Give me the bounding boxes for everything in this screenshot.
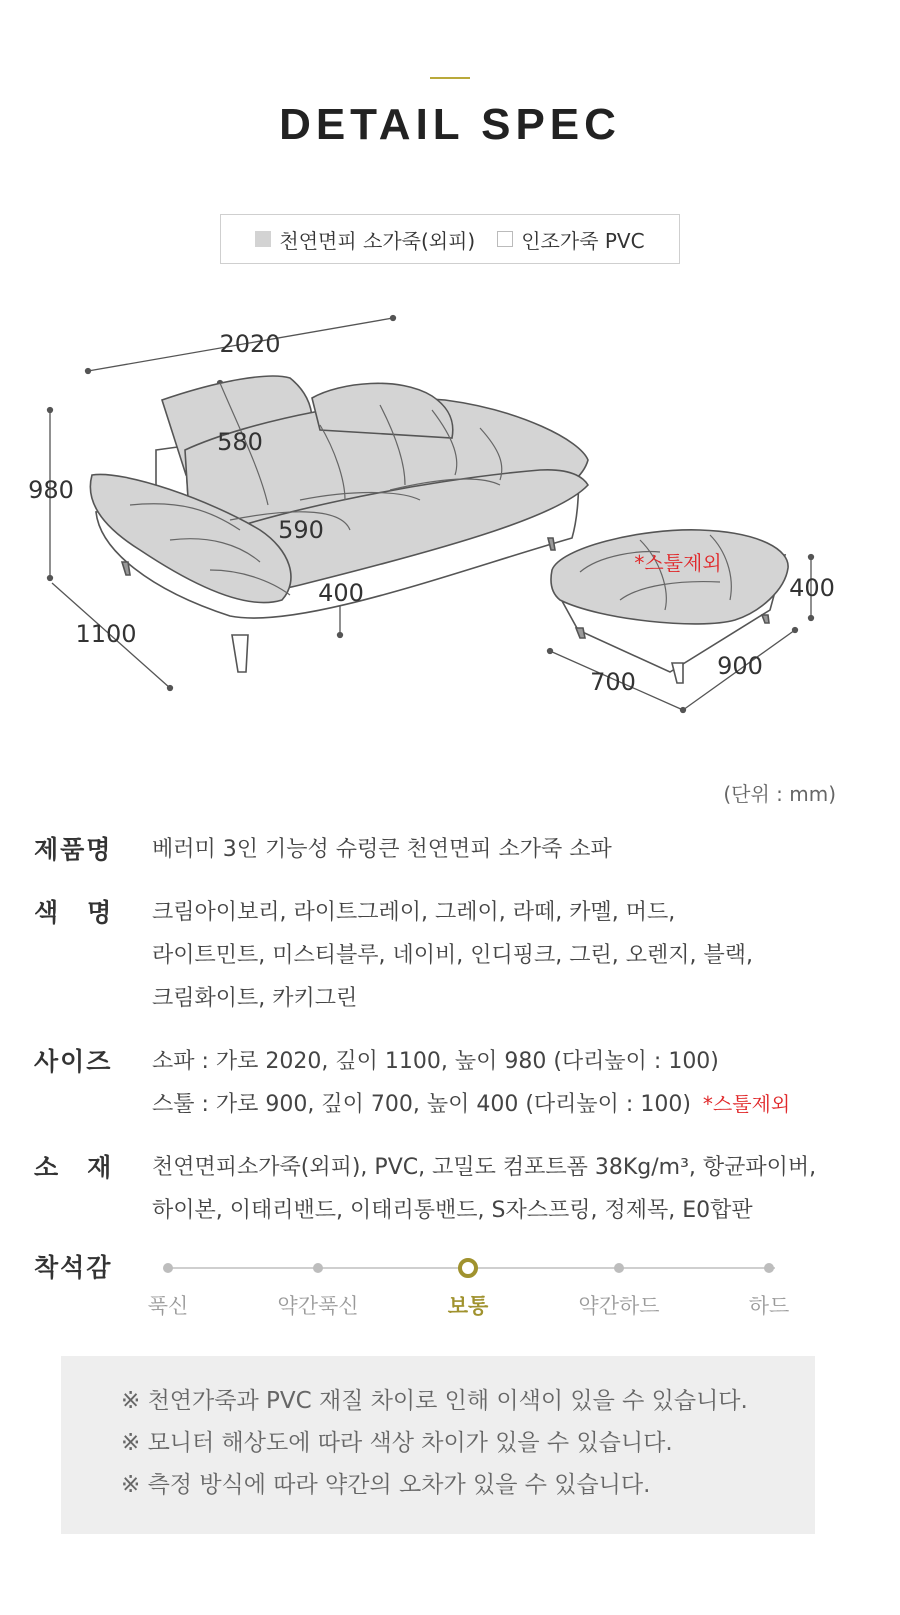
comfort-label: 착석감	[34, 1253, 113, 1282]
legend-label-leather: 천연면피 소가죽(외피)	[279, 228, 476, 253]
spec-label: 색 명	[34, 898, 114, 927]
spec-value	[152, 891, 753, 1020]
sofa-diagram-svg	[0, 300, 900, 740]
comfort-dot	[614, 1263, 624, 1273]
filled-swatch-icon	[255, 231, 271, 247]
comfort-level-label: 하드	[748, 1294, 790, 1318]
stool-width-label: 900	[717, 652, 763, 680]
stool-depth-label: 700	[590, 668, 636, 696]
stool-exclusion-note: *스툴제외	[702, 1092, 791, 1116]
legend-label-pvc: 인조가죽 PVC	[521, 228, 645, 253]
spec-row-product	[34, 828, 874, 871]
empty-swatch-icon	[497, 231, 513, 247]
legend-item-leather	[255, 225, 475, 254]
seat-depth-label: 590	[278, 516, 324, 544]
comfort-level-label: 약간하드	[578, 1294, 660, 1318]
product-name: 베러미 3인 기능성 슈렁큰 천연면피 소가죽 소파	[152, 837, 612, 862]
dimension-diagram	[0, 300, 900, 740]
stool-height-label: 400	[789, 574, 835, 602]
depth-label: 1100	[75, 620, 137, 648]
material-legend	[220, 214, 680, 264]
comfort-dot-selected	[458, 1258, 478, 1278]
size-line: 소파 : 가로 2020, 깊이 1100, 높이 980 (다리높이 : 100)	[152, 1049, 719, 1074]
spec-label: 사이즈	[34, 1047, 113, 1076]
title-accent-rule	[430, 77, 470, 79]
material-line: 천연면피소가죽(외피), PVC, 고밀도 컴포트폼 38Kg/m³, 항균파이버,	[152, 1155, 817, 1180]
comfort-dot	[163, 1263, 173, 1273]
height-label: 980	[28, 476, 74, 504]
color-line: 크림화이트, 카키그린	[152, 986, 358, 1011]
spec-row-material	[34, 1146, 874, 1232]
comfort-level-label: 약간푹신	[277, 1294, 359, 1318]
spec-label: 소 재	[34, 1153, 114, 1182]
size-line	[152, 1083, 790, 1126]
comfort-dot	[764, 1263, 774, 1273]
spec-label: 제품명	[34, 835, 113, 864]
color-line: 라이트민트, 미스티블루, 네이비, 인디핑크, 그린, 오렌지, 블랙,	[152, 943, 753, 968]
spec-table	[34, 828, 874, 1252]
page-title: DETAIL SPEC	[279, 100, 621, 149]
legend-item-pvc	[497, 225, 644, 254]
unit-note: (단위 : mm)	[723, 782, 836, 806]
spec-row-size	[34, 1040, 874, 1126]
stool-exclusion-note: *스툴제외	[634, 551, 722, 575]
comfort-level-label: 푹신	[147, 1294, 189, 1318]
spec-value	[152, 1146, 816, 1232]
spec-value	[152, 1040, 790, 1126]
material-line: 하이본, 이태리밴드, 이태리통밴드, S자스프링, 정제목, E0합판	[152, 1198, 753, 1223]
comfort-level-selected-label: 보통	[447, 1294, 489, 1318]
back-height-label: 580	[217, 428, 263, 456]
notice-box	[61, 1356, 815, 1534]
notice-line: ※ 측정 방식에 따라 약간의 오차가 있을 수 있습니다.	[121, 1472, 651, 1498]
color-line: 크림아이보리, 라이트그레이, 그레이, 라떼, 카멜, 머드,	[152, 900, 676, 925]
spec-row-color	[34, 891, 874, 1020]
notice-line: ※ 모니터 해상도에 따라 색상 차이가 있을 수 있습니다.	[121, 1430, 673, 1456]
stool-size-text: 스툴 : 가로 900, 깊이 700, 높이 400 (다리높이 : 100)	[152, 1092, 691, 1117]
comfort-scale	[34, 1246, 874, 1316]
comfort-dot	[313, 1263, 323, 1273]
seat-height-label: 400	[318, 579, 364, 607]
width-label: 2020	[219, 330, 281, 358]
spec-value	[152, 828, 612, 871]
notice-line: ※ 천연가죽과 PVC 재질 차이로 인해 이색이 있을 수 있습니다.	[121, 1388, 748, 1414]
